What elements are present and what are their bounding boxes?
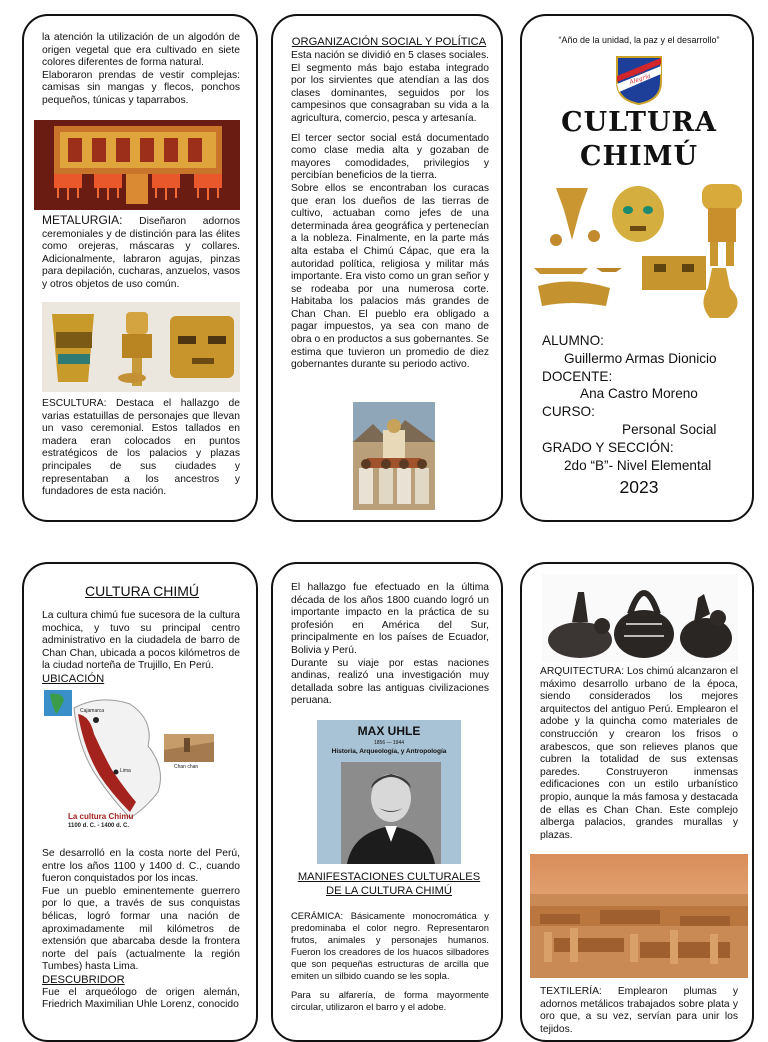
discovery-p2: Durante su viaje por estas naciones andinas, realizó una investigación muy detallada sobre las antiguas civilizaciones peruana. (291, 657, 489, 707)
docente-name: Ana Castro Moreno (580, 386, 698, 402)
docente-label: DOCENTE: (542, 368, 613, 384)
gold-artifacts-image (532, 184, 746, 320)
alumno-name: Guillermo Armas Dionicio (564, 350, 717, 366)
textile-intro: la atención la utilización de un algodón de origen vegetal que era cultivado en siete colores diferentes de forma natural. (42, 32, 240, 69)
map-city-chanchan: Chan chan (174, 764, 199, 770)
map-city-cajamarca: Cajamarca (80, 708, 105, 714)
alfareria-text: Para su alfarería, de forma mayormente circular, utilizaron el barro y el adobe. (291, 989, 489, 1012)
arquitectura-text: ARQUITECTURA: Los chimú alcanzaron el máximo desarrollo urbano de la época, siendo considerados los mejores arquitectos del antiguo Perú. Emplearon el adobe y la quincha como materiales de construcción y crearon los frisos o arabescos, que son relieves planos que cubren la totalidad de sus extensas paredes. Construyeron inmensas edificaciones con un estilo urbanístico propio, aunque la más famosa y destacada de ellas es Chan Chan. Este complejo alberga palacios, grandes murallas y plazas. (540, 666, 738, 841)
cover-year: 2023 (619, 477, 659, 497)
cover-title-line1: CULTURA (561, 107, 717, 138)
discovery-p1: El hallazgo fue efectuado en la última década de los años 1800 cuando logró un importante impacto en la práctica de su profesión en América del Sur, principalmente en los países de Ecuador, Bolivia y Perú. (291, 582, 489, 656)
alumno-label: ALUMNO: (542, 333, 604, 348)
manifest-heading-2: DE LA CULTURA CHIMÚ (326, 885, 452, 897)
cover-title-line2: CHIMÚ (579, 141, 699, 172)
chimu-capac-image (353, 402, 435, 510)
map-dates: 1100 d. C. - 1400 d. C. (68, 823, 130, 829)
crest-text: Cesa Alegría (628, 67, 652, 87)
social-p3: Sobre ellos se encontraban los curacas que eran los dueños de las tierras de cultivo, actuaban como jefes de una determinada área geográfica y pertenecían a la nobleza. Finalmente, en la parte más alta estaba el Chimú Cápac, que era la autoridad política, religiosa y militar más importante. Era visto como un gran señor y se rodeaba por una numerosa corte. Habitaba los palacios más grandes de Chan Chan. El pueblo era obligado a pagar impuestos, ya sea con mano de obra o en productos a sus gobernantes. Se estima que tuvieron un promedio de diez gobernantes durante su periodo activo. (291, 182, 489, 371)
ceramics-image (542, 574, 738, 662)
school-crest-logo (614, 54, 664, 106)
social-heading: ORGANIZACIÓN SOCIAL Y POLÍTICA (291, 36, 487, 48)
intro-p2: Se desarrolló en la costa norte del Perú, entre los años 1100 y 1400 d. C., cuando fueron conquistados por los incas. (42, 848, 240, 885)
intro-heading: CULTURA CHIMÚ (84, 583, 200, 599)
map-title: La cultura Chimu (68, 812, 134, 821)
ubicacion-label: UBICACIÓN (42, 672, 105, 685)
social-p2: El tercer sector social está documentado como clase media alta y gozaban de mayores comodidades, privilegios y percibían beneficios de la tierra. (291, 132, 489, 182)
grado-value: 2do “B”- Nivel Elemental (564, 457, 712, 473)
curso-name: Personal Social (622, 421, 717, 437)
intro-p4: Fue el arqueólogo de origen alemán, Friedrich Maximilian Uhle Lorenz, conocido (42, 986, 240, 1011)
social-p1: Esta nación se dividió en 5 clases sociales. El segmento más bajo estaba integrado por los sirvientes que atendían a las dos clases dominantes, seguidos por los campesinos que consagraban su vida a la agricultura, comercio, pesca y artesanía. (291, 50, 489, 124)
intro-p1: La cultura chimú fue sucesora de la cultura mochica, y tuvo su principal centro administrativo en la ciudadela de barro de Chan Chan, ubicada a pocos kilómetros de la ciudad norteña de Trujillo, En Perú. (42, 610, 240, 672)
panel-discovery (271, 562, 503, 1042)
map-city-lima: Lima (120, 768, 131, 774)
textileria-text: TEXTILERÍA: Emplearon plumas y adornos metálicos trabajados sobre plata y oro que, a su vez, servían para unir los tejidos. (540, 986, 738, 1035)
uhle-name: MAX UHLE (357, 724, 421, 738)
motto: “Año de la unidad, la paz y el desarrollo” (558, 35, 720, 45)
panel-cultura-intro (22, 562, 258, 1042)
metal-text: Diseñaron adornos ceremoniales y de distinción para las élites como orejeras, máscaras y collares. Adicionalmente, labraron agujas, pinzas para depilación, cucharas, anzuelos, vasos y otros objetos de uso común. (42, 216, 240, 290)
curso-label: CURSO: (542, 404, 595, 420)
uhle-subtitle: Historia, Arqueología, y Antropología (331, 748, 447, 755)
metal-label: METALURGIA: (42, 213, 123, 227)
grado-label: GRADO Y SECCIÓN: (542, 439, 674, 455)
panel-cover (520, 14, 754, 522)
panel-social-organization (271, 14, 503, 522)
descubridor-label: DESCUBRIDOR (42, 973, 125, 986)
panel-architecture (520, 562, 754, 1042)
escultura-text: ESCULTURA: Destaca el hallazgo de varias estatuillas de personajes que llevan un vaso ceremonial. Estos tallados en madera eran colocados en puntos estratégicos de los palacios y plazas principales de sus ciudades y representaban a los ancestros y fundadores de esta nación. (42, 398, 240, 498)
chan-chan-image (530, 854, 748, 978)
uhle-dates: 1856 — 1944 (373, 740, 405, 746)
manifest-heading-1: MANIFESTACIONES CULTURALES (297, 871, 481, 883)
max-uhle-portrait (317, 720, 461, 864)
intro-p3: Fue un pueblo eminentemente guerrero por lo que, a través de sus conquistas bélicas, logró formar una nación de aproximadamente mil kilómetros de extensión que abarcaba desde la frontera norte del país (actualmente la región Tumbes) hasta Lima. (42, 885, 240, 973)
panel-textiles-metal (22, 14, 258, 522)
textile-image (34, 120, 240, 210)
metal-objects-image (42, 302, 240, 392)
textile-garments: Elaboraron prendas de vestir complejas: camisas sin mangas y flecos, ponchos pequeños, túnicas y taparrabos. (42, 69, 240, 106)
ceramica-text: CERÁMICA: Básicamente monocromática y predominaba el color negro. Representaron frutos, animales y personajes humanos. Fueron los creadores de los huacos silbadores que son pequeñas estructuras de arcilla que emiten un silbido cuando se les sopla. (291, 910, 489, 981)
peru-map-image (44, 690, 222, 838)
